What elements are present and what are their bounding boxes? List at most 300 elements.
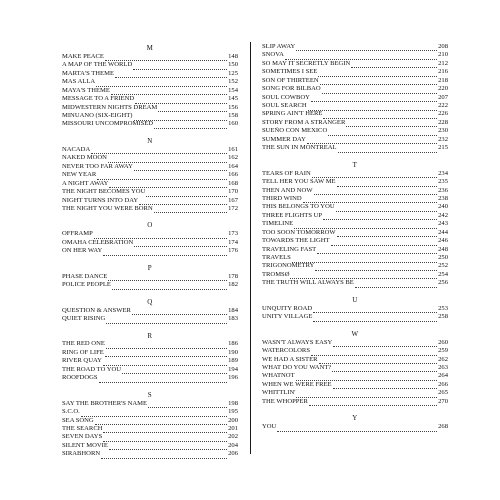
entry-page: 150: [228, 61, 238, 69]
dot-leader: [108, 274, 227, 281]
dot-leader: [319, 357, 438, 364]
index-entry: [262, 195, 448, 203]
entry-title: S.C.O.: [62, 408, 80, 416]
index-entry: [262, 203, 448, 211]
entry-title: NEVER TOO FAR AWAY: [62, 162, 133, 170]
entry-page: 258: [438, 313, 448, 321]
entry-page: 194: [228, 365, 238, 373]
index-entry: [62, 230, 238, 238]
dot-leader: [277, 425, 437, 432]
entry-page: 170: [228, 188, 238, 196]
index-entry: [262, 423, 448, 431]
entry-page: 148: [228, 53, 238, 60]
entry-page: 196: [228, 374, 238, 382]
entry-title: SONG FOR BILBAO: [262, 85, 321, 93]
dot-leader: [311, 95, 437, 102]
dot-leader: [99, 376, 228, 383]
entry-page: 195: [228, 408, 238, 416]
entry-title: NIGHT TURNS INTO DAY: [62, 196, 139, 204]
dot-leader: [154, 122, 227, 129]
section-letter: S: [147, 390, 153, 399]
section-gap: [262, 322, 448, 329]
index-entry: [262, 229, 448, 237]
entry-title: ROOFDOGS: [62, 374, 98, 382]
entry-page: 222: [438, 102, 448, 110]
dot-leader: [308, 104, 437, 111]
dot-leader: [311, 349, 437, 356]
entry-page: 234: [438, 169, 448, 177]
index-entry: [262, 127, 448, 135]
index-entry: [62, 104, 238, 112]
entry-title: SEVEN DAYS: [62, 433, 103, 441]
index-entry: [262, 136, 448, 144]
index-entry: [262, 119, 448, 127]
index-entry: [262, 94, 448, 102]
entry-title: WHEN WE WERE FREE: [262, 380, 332, 388]
section-gap: [262, 288, 448, 295]
dot-leader: [351, 61, 437, 68]
index-entry: [62, 61, 238, 69]
section-letter: T: [352, 160, 358, 169]
section-gap: [62, 383, 238, 390]
entry-title: OFFRAMP: [62, 230, 93, 238]
index-entry: [62, 307, 238, 315]
entry-page: 243: [438, 220, 448, 228]
entry-title: THE SEARCH: [62, 425, 103, 432]
index-entry: [262, 51, 448, 59]
index-entry: [262, 271, 448, 279]
entry-title: QUESTION & ANSWER: [62, 306, 131, 314]
dot-leader: [331, 239, 438, 246]
entry-page: 183: [228, 315, 238, 323]
dot-leader: [290, 272, 437, 279]
index-entry: [262, 170, 448, 178]
entry-page: 264: [438, 372, 448, 380]
entry-page: 265: [438, 389, 448, 397]
entry-page: 256: [438, 279, 448, 287]
dot-leader: [337, 180, 438, 187]
entry-title: POLICE PEOPLE: [62, 281, 111, 289]
dot-leader: [303, 196, 437, 203]
entry-page: 201: [228, 425, 238, 432]
index-section-s: [62, 390, 238, 459]
entry-title: MAYA'S THEME: [62, 86, 110, 94]
index-entry: [262, 389, 448, 397]
entry-title: MAKE PEACE: [62, 53, 104, 60]
dot-leader: [134, 164, 227, 171]
entry-page: 240: [438, 203, 448, 211]
dot-leader: [312, 171, 437, 178]
entry-title: SAY THE BROTHER'S NAME: [62, 399, 148, 407]
dot-leader: [296, 391, 437, 398]
index-section-o: [62, 220, 238, 255]
section-letter: W: [351, 329, 359, 338]
entry-page: 216: [438, 68, 448, 76]
entry-title: SON OF THIRTEEN: [262, 76, 319, 84]
entry-page: 158: [228, 112, 238, 120]
dot-leader: [154, 206, 227, 213]
index-entry: [262, 77, 448, 85]
entry-page: 220: [438, 85, 448, 93]
index-entry: [62, 95, 238, 103]
entry-title: SPRING AIN'T HERE: [262, 110, 323, 118]
entry-title: TOO SOON TOMORROW: [262, 228, 336, 236]
index-entry: [62, 70, 238, 78]
index-entry: [62, 366, 238, 374]
dot-leader: [112, 283, 227, 290]
index-entry: [262, 237, 448, 245]
index-column-left: [62, 43, 238, 459]
entry-page: 164: [228, 162, 238, 170]
index-entry: [62, 349, 238, 357]
entry-title: TRAVELING FAST: [262, 245, 317, 253]
dot-leader: [320, 78, 437, 85]
entry-title: SLIP AWAY: [262, 43, 296, 50]
index-entry: [62, 273, 238, 281]
entry-title: THEN AND NOW: [262, 186, 313, 194]
entry-page: 160: [228, 120, 238, 128]
entry-title: UNITY VILLAGE: [262, 313, 313, 321]
index-entry: [262, 60, 448, 68]
index-entry: [62, 180, 238, 188]
index-entry: [262, 220, 448, 228]
entry-page: 125: [228, 69, 238, 77]
section-gap: [62, 256, 238, 263]
dot-leader: [134, 240, 227, 247]
index-entry: [62, 315, 238, 323]
entry-title: SEA SONG: [62, 416, 94, 424]
dot-leader: [103, 359, 227, 366]
index-entry: [62, 146, 238, 154]
dot-leader: [333, 382, 438, 389]
index-entry: [262, 85, 448, 93]
index-section-n: [62, 136, 238, 214]
index-section-s-continued: [262, 43, 448, 153]
dot-leader: [103, 426, 227, 433]
entry-title: MESSAGE TO A FRIEND: [62, 95, 135, 103]
index-entry: [62, 197, 238, 205]
section-letter: P: [147, 263, 153, 272]
index-entry: [62, 374, 238, 382]
entry-title: UNQUITY ROAD: [262, 304, 313, 312]
dot-leader: [103, 435, 227, 442]
column-divider: [250, 42, 251, 454]
index-entry: [262, 246, 448, 254]
entry-page: 174: [228, 238, 238, 246]
dot-leader: [309, 399, 437, 406]
entry-title: MAS ALLA: [62, 78, 96, 86]
index-entry: [62, 247, 238, 255]
entry-title: THIRD WIND: [262, 195, 302, 202]
index-entry: [262, 347, 448, 355]
dot-leader: [355, 281, 437, 288]
dot-leader: [338, 146, 438, 153]
entry-title: A MAP OF THE WORLD: [62, 61, 133, 69]
index-entry: [62, 188, 238, 196]
index-section-u: [262, 295, 448, 322]
entry-title: TRAVELS: [262, 254, 291, 262]
entry-title: THE RED ONE: [62, 340, 105, 348]
dot-leader: [315, 264, 437, 271]
entry-page: 262: [438, 355, 448, 363]
index-entry: [262, 144, 448, 152]
index-entry: [262, 381, 448, 389]
entry-title: TEARS OF RAIN: [262, 169, 311, 177]
dot-leader: [285, 53, 437, 60]
entry-title: TROMSØ: [262, 270, 290, 278]
section-letter: M: [146, 44, 154, 52]
index-entry: [62, 239, 238, 247]
entry-title: SO MAY IT SECRETLY BEGIN: [262, 59, 351, 67]
index-entry: [262, 68, 448, 76]
entry-page: 189: [228, 357, 238, 365]
entry-page: 178: [228, 272, 238, 280]
entry-title: THE NIGHT BECOMES YOU: [62, 188, 146, 196]
dot-leader: [111, 88, 227, 95]
entry-title: WHAT DO YOU WANT?: [262, 364, 332, 371]
dot-leader: [336, 205, 438, 212]
entry-page: 218: [438, 76, 448, 84]
entry-page: 206: [228, 450, 238, 458]
index-entry: [262, 398, 448, 406]
dot-leader: [133, 63, 227, 70]
entry-title: YOU: [262, 423, 277, 431]
index-entry: [262, 111, 448, 119]
entry-page: 252: [438, 262, 448, 270]
entry-title: SOMETIMES I SEE: [262, 68, 318, 76]
entry-title: THE NIGHT YOU WERE BORN: [62, 205, 153, 212]
entry-title: NAKED MOON: [62, 154, 107, 162]
dot-leader: [346, 120, 437, 127]
section-letter: R: [147, 331, 153, 340]
index-entry: [262, 313, 448, 321]
entry-page: 238: [438, 195, 448, 202]
entry-title: A NIGHT AWAY: [62, 179, 109, 187]
dot-leader: [332, 365, 437, 372]
index-entry: [262, 372, 448, 380]
entry-page: 154: [228, 86, 238, 94]
entry-page: 184: [228, 306, 238, 314]
index-entry: [262, 102, 448, 110]
dot-leader: [323, 112, 437, 119]
dot-leader: [307, 137, 437, 144]
dot-leader: [94, 232, 227, 239]
index-entry: [262, 263, 448, 271]
index-section-y: [262, 413, 448, 431]
entry-page: 246: [438, 237, 448, 245]
index-entry: [262, 279, 448, 287]
dot-leader: [146, 190, 227, 197]
entry-page: 242: [438, 211, 448, 219]
entry-title: SOUL COWBOY: [262, 93, 310, 101]
dot-leader: [81, 410, 227, 417]
entry-title: THIS BELONGS TO YOU: [262, 203, 335, 211]
dot-leader: [105, 350, 227, 357]
index-entry: [62, 341, 238, 349]
dot-leader: [317, 247, 437, 254]
entry-page: 236: [438, 186, 448, 194]
entry-title: WE HAD A SISTER: [262, 355, 318, 363]
section-gap: [262, 406, 448, 413]
dot-leader: [134, 114, 228, 121]
entry-page: 173: [228, 230, 238, 238]
index-entry: [62, 417, 238, 425]
index-entry: [262, 43, 448, 51]
entry-title: SUEÑO CON MEXICO: [262, 127, 328, 135]
entry-page: 250: [438, 254, 448, 262]
dot-leader: [292, 256, 437, 263]
entry-page: 244: [438, 228, 448, 236]
dot-leader: [96, 80, 227, 87]
entry-page: 186: [228, 340, 238, 348]
entry-title: TRIGONOMETRY: [262, 262, 315, 270]
index-section-q: [62, 297, 238, 324]
entry-page: 156: [228, 103, 238, 111]
entry-page: 200: [228, 416, 238, 424]
dot-leader: [105, 54, 227, 61]
entry-title: THE ROAD TO YOU: [62, 365, 122, 373]
index-entry: [62, 163, 238, 171]
section-gap: [62, 324, 238, 331]
index-entry: [62, 408, 238, 416]
dot-leader: [296, 374, 438, 381]
entry-title: WHATNOT: [262, 372, 295, 380]
index-entry: [62, 205, 238, 213]
dot-leader: [313, 306, 437, 313]
entry-title: ON HER WAY: [62, 247, 103, 255]
dot-leader: [106, 317, 227, 324]
dot-leader: [139, 198, 227, 205]
dot-leader: [322, 87, 437, 94]
entry-title: SUMMER DAY: [262, 135, 306, 143]
dot-leader: [148, 401, 227, 408]
index-entry: [62, 400, 238, 408]
entry-title: RING OF LIFE: [62, 348, 104, 356]
entry-title: NACADA: [62, 145, 91, 153]
dot-leader: [158, 105, 227, 112]
entry-title: TELL HER YOU SAW ME: [262, 178, 336, 186]
dot-leader: [132, 308, 227, 315]
index-entry: [262, 212, 448, 220]
dot-leader: [115, 71, 227, 78]
dot-leader: [101, 452, 227, 459]
entry-title: SIRABHORN: [62, 450, 101, 458]
entry-page: 204: [228, 441, 238, 449]
dot-leader: [294, 222, 437, 229]
entry-title: TOWARDS THE LIGHT: [262, 237, 330, 245]
section-letter: N: [147, 136, 153, 145]
index-entry: [62, 112, 238, 120]
entry-page: 190: [228, 348, 238, 356]
entry-page: 232: [438, 135, 448, 143]
index-section-t: [262, 160, 448, 288]
entry-title: THREE FLIGHTS UP: [262, 211, 323, 219]
entry-title: THE WHOPPER: [262, 397, 308, 405]
index-entry: [262, 356, 448, 364]
entry-page: 212: [438, 59, 448, 67]
entry-title: MARTA'S THEME: [62, 69, 114, 77]
dot-leader: [91, 147, 227, 154]
dot-leader: [109, 181, 227, 188]
entry-page: 260: [438, 338, 448, 346]
section-letter: O: [147, 221, 153, 230]
index-entry: [62, 433, 238, 441]
section-gap: [262, 153, 448, 160]
index-entry: [62, 357, 238, 365]
entry-title: PHASE DANCE: [62, 272, 108, 280]
section-gap: [62, 290, 238, 297]
entry-title: NEW YEAR: [62, 171, 97, 179]
entry-title: QUIET RISING: [62, 315, 106, 323]
entry-page: 198: [228, 399, 238, 407]
dot-leader: [135, 97, 227, 104]
entry-page: 259: [438, 347, 448, 355]
dot-leader: [328, 129, 437, 136]
index-column-right: [262, 43, 448, 432]
dot-leader: [95, 418, 227, 425]
entry-title: SILENT MOVIE: [62, 441, 108, 449]
index-entry: [62, 450, 238, 458]
index-entry: [62, 154, 238, 162]
entry-page: 176: [228, 247, 238, 255]
section-gap: [62, 213, 238, 220]
dot-leader: [337, 230, 437, 237]
entry-page: 263: [438, 364, 448, 371]
entry-page: 152: [228, 78, 238, 86]
entry-page: 207: [438, 93, 448, 101]
entry-title: RIVER QUAY: [62, 357, 102, 365]
entry-page: 268: [438, 423, 448, 431]
index-section-r: [62, 331, 238, 383]
entry-page: 202: [228, 433, 238, 441]
entry-page: 210: [438, 51, 448, 59]
entry-page: 166: [228, 171, 238, 179]
dot-leader: [109, 443, 227, 450]
entry-title: STORY FROM A STRANGER: [262, 118, 346, 126]
entry-page: 168: [228, 179, 238, 187]
section-gap: [62, 129, 238, 136]
index-entry: [62, 87, 238, 95]
entry-page: 208: [438, 43, 448, 50]
entry-page: 167: [228, 196, 238, 204]
index-entry: [262, 339, 448, 347]
entry-title: OMAHA CELEBRATION: [62, 238, 134, 246]
dot-leader: [296, 44, 437, 51]
entry-page: 161: [228, 145, 238, 153]
entry-title: MINUANO (SIX-EIGHT): [62, 112, 133, 120]
dot-leader: [318, 70, 437, 77]
index-entry: [62, 53, 238, 61]
entry-page: 226: [438, 110, 448, 118]
entry-title: WHITTLIN': [262, 389, 296, 397]
entry-title: MISSOURI UNCOMPROMISED: [62, 120, 154, 128]
entry-page: 270: [438, 397, 448, 405]
entry-title: THE SUN IN MONTREAL: [262, 144, 337, 152]
entry-page: 230: [438, 127, 448, 135]
entry-page: 228: [438, 118, 448, 126]
entry-title: THE TRUTH WILL ALWAYS BE: [262, 279, 354, 287]
section-letter: Y: [352, 414, 358, 423]
index-entry: [262, 187, 448, 195]
entry-title: TIMELINE: [262, 220, 294, 228]
entry-page: 182: [228, 281, 238, 289]
dot-leader: [313, 315, 437, 322]
dot-leader: [108, 156, 227, 163]
entry-page: 248: [438, 245, 448, 253]
entry-page: 215: [438, 144, 448, 152]
entry-page: 145: [228, 95, 238, 103]
section-letter: Q: [147, 297, 153, 306]
